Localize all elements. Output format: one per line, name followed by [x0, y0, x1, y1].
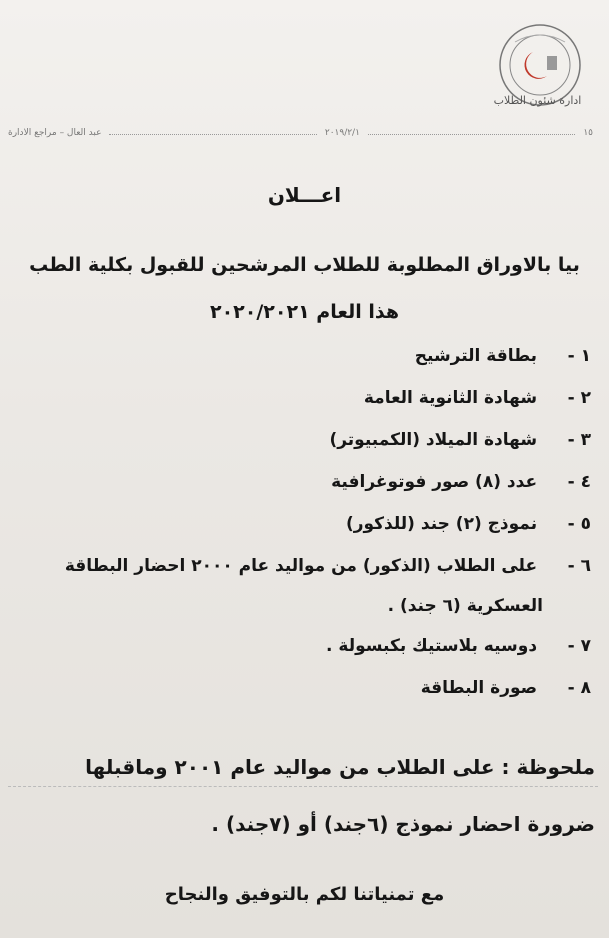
closing-wishes: مع تمنياتنا لكم بالتوفيق والنجاح	[164, 884, 445, 905]
list-item	[6, 514, 591, 556]
item-text: دوسيه بلاستيك بكبسولة .	[326, 636, 538, 656]
reference-dashes	[109, 125, 316, 135]
item-text: على الطلاب (الذكور) من مواليد عام ٢٠٠٠ احضار البطاقة	[64, 556, 538, 576]
item-text: بطاقة الترشيح	[414, 346, 538, 366]
item-number: ٦ -	[567, 556, 591, 576]
note-divider	[8, 786, 598, 787]
department-label: ادارة شئون الطلاب	[493, 94, 582, 107]
reference-date: ٢٠١٩/٢/١	[324, 128, 360, 138]
requirements-list	[6, 346, 591, 720]
item-text: عدد (٨) صور فوتوغرافية	[331, 472, 538, 492]
list-item	[6, 636, 591, 678]
item-number: ٣ -	[567, 430, 591, 450]
item-number: ٨ -	[567, 678, 591, 698]
item-text: شهادة الثانوية العامة	[363, 388, 538, 408]
list-item	[6, 346, 591, 388]
item-text: شهادة الميلاد (الكمبيوتر)	[329, 430, 538, 450]
list-item	[6, 472, 591, 514]
heading-line-2: هذا العام ٢٠٢٠/٢٠٢١	[209, 301, 400, 323]
heading-line-1: بيا بالاوراق المطلوبة للطلاب المرشحين للقبول بكلية الطب	[29, 254, 580, 276]
item-number: ٥ -	[567, 514, 591, 534]
note-line-1: ملحوظة : على الطلاب من مواليد عام ٢٠٠١ وماقبلها	[85, 755, 595, 779]
item-text-continued: العسكرية (٦ جند) .	[387, 596, 543, 616]
reference-signatory: عبد العال – مراجع الادارة	[8, 128, 102, 138]
reference-line	[8, 128, 593, 138]
list-item	[6, 430, 591, 472]
item-number: ١ -	[567, 346, 591, 366]
item-text: صورة البطاقة	[420, 678, 538, 698]
reference-number: ١٥	[583, 128, 593, 138]
reference-dashes	[368, 125, 575, 135]
list-item	[6, 678, 591, 720]
item-text: نموذج (٢) جند (للذكور)	[345, 514, 538, 534]
list-item	[6, 388, 591, 430]
item-number: ٤ -	[567, 472, 591, 492]
item-number: ٧ -	[567, 636, 591, 656]
item-number: ٢ -	[567, 388, 591, 408]
note-line-2: ضرورة احضار نموذج (٦جند) أو (٧جند) .	[211, 812, 595, 836]
list-item	[6, 556, 591, 636]
announcement-title: اعـــلان	[267, 183, 342, 207]
